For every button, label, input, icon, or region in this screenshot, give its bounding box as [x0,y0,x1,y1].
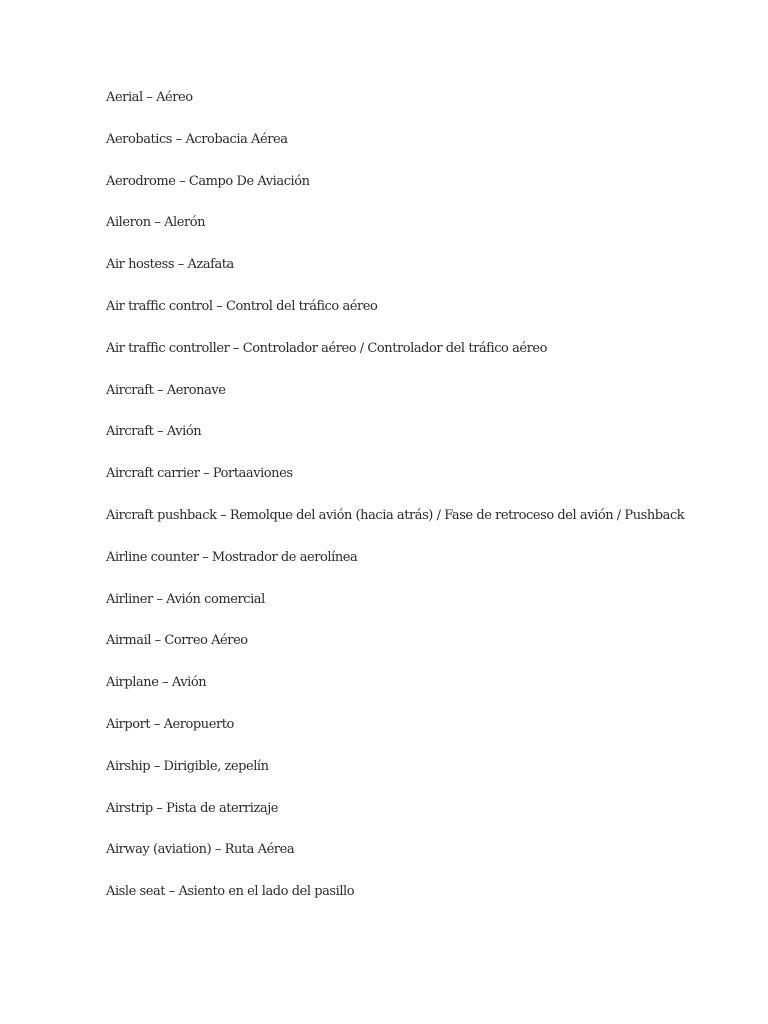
glossary-entry: Airport – Aeropuerto [106,716,234,732]
glossary-entry: Air traffic controller – Controlador aéreo / Controlador del tráfico aéreo [106,340,548,356]
glossary-entry: Airliner – Avión comercial [106,591,265,607]
glossary-entry: Airway (aviation) – Ruta Aérea [106,842,295,858]
glossary-entry: Aisle seat – Asiento en el lado del pasillo [106,884,355,900]
glossary-entry: Airline counter – Mostrador de aerolínea [106,549,358,565]
glossary-entry: Aircraft pushback – Remolque del avión (hacia atrás) / Fase de retroceso del avión / Pushback [106,507,685,523]
glossary-entry: Airstrip – Pista de aterrizaje [106,800,279,816]
glossary-entry: Air traffic control – Control del tráfico aéreo [106,298,378,314]
glossary-entry: Aerial – Aéreo [106,90,193,105]
glossary-entry: Airmail – Correo Aéreo [106,633,248,649]
glossary-entry: Airplane – Avión [106,675,207,691]
glossary-entry: Aerodrome – Campo De Aviación [106,173,310,189]
glossary-entry: Aircraft carrier – Portaaviones [106,466,293,482]
glossary-entry: Aerobatics – Acrobacia Aérea [106,131,288,147]
glossary-entry: Aircraft – Avión [106,424,202,440]
glossary-entry: Airship – Dirigible, zepelín [106,758,269,774]
glossary-list [106,87,746,923]
glossary-entry: Air hostess – Azafata [106,257,234,273]
glossary-entry: Aileron – Alerón [106,215,206,231]
glossary-entry: Aircraft – Aeronave [106,382,226,398]
